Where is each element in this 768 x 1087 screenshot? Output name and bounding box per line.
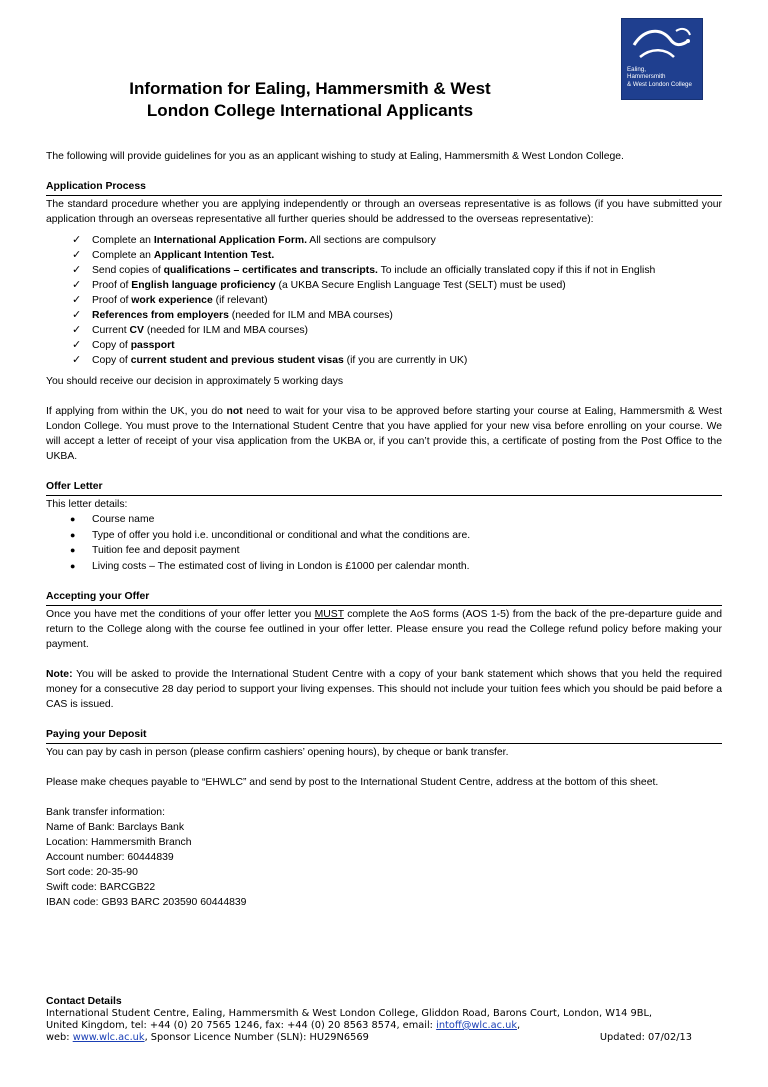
bullet-icon: ● — [70, 514, 76, 524]
accepting-paragraph: Once you have met the conditions of your offer letter you MUST complete the AoS forms (AOS 1-5) from the back of the pre-departure guide and return to the College along with the course fee outlined in your offer letter. Please ensure you read the College refund policy before making your payment. — [46, 609, 722, 650]
checklist-item: ✓ Complete an International Application Form. All sections are compulsory — [72, 234, 436, 246]
updated-date: Updated: 07/02/13 — [599, 1032, 692, 1043]
checkmark-icon: ✓ — [72, 249, 82, 261]
checklist-item: ✓ Copy of passport — [72, 339, 175, 351]
checklist-item: ✓ Proof of English language proficiency (a UKBA Secure English Language Test (SELT) must be used) — [72, 279, 566, 291]
uk-visa-paragraph: If applying from within the UK, you do not need to wait for your visa to be approved before starting your course at Ealing, Hammersmith & West London College. You must prove to the International Student Centre that you have applied for your new visa before enrolling on your course. We will accept a letter of receipt of your visa application from the UKBA or, if you can’t provide this, a certificate of posting from the Post Office to the UKBA. — [46, 406, 723, 462]
bank-line: Location: Hammersmith Branch — [46, 837, 192, 848]
bank-line: Bank transfer information: — [46, 807, 165, 818]
footer-line-2: United Kingdom, tel: +44 (0) 20 7565 1246, fax: +44 (0) 20 8563 8574, email: intoff@wlc.ac.uk, — [46, 1020, 521, 1031]
deposit-paragraph-1: You can pay by cash in person (please confirm cashiers’ opening hours), by cheque or bank transfer. — [46, 747, 509, 758]
note-paragraph: Note: You will be asked to provide the International Student Centre with a copy of your bank statement which shows that you held the required money for a consecutive 28 day period to support your living expenses. This should not include your tuition fees which you should be paid before a CAS is issued. — [46, 669, 722, 710]
list-item: ● Living costs – The estimated cost of living in London is £1000 per calendar month. — [70, 559, 722, 575]
checklist-item: ✓ Complete an Applicant Intention Test. — [72, 249, 275, 261]
checklist-item: ✓ Proof of work experience (if relevant) — [72, 294, 268, 306]
contact-footer — [46, 996, 722, 1044]
document-body — [46, 149, 722, 910]
checkmark-icon: ✓ — [72, 234, 82, 246]
list-item: ● Tuition fee and deposit payment — [70, 543, 722, 559]
title-line-2: London College International Applicants — [146, 101, 474, 120]
checkmark-icon: ✓ — [72, 294, 82, 306]
section-heading-accepting: Accepting your Offer — [46, 589, 722, 606]
bullet-icon: ● — [70, 560, 76, 571]
website-link[interactable]: www.wlc.ac.uk — [72, 1032, 145, 1043]
bank-line: Sort code: 20-35-90 — [46, 867, 138, 878]
logo-text — [627, 66, 703, 88]
checklist-item: ✓ Current CV (needed for ILM and MBA courses) — [72, 324, 309, 336]
footer-heading: Contact Details — [46, 996, 122, 1007]
footer-line-1: International Student Centre, Ealing, Hammersmith & West London College, Gliddon Road, Barons Court, London, W14 9BL, — [46, 1008, 653, 1019]
section-heading-offer: Offer Letter — [46, 479, 722, 496]
checkmark-icon: ✓ — [72, 354, 82, 366]
college-logo — [621, 18, 703, 100]
logo-line-1: Ealing, — [627, 66, 646, 73]
bank-line: IBAN code: GB93 BARC 203590 60444839 — [46, 897, 247, 908]
checklist-item: ✓ References from employers (needed for ILM and MBA courses) — [72, 309, 393, 321]
checklist-item: ✓ Copy of current student and previous student visas (if you are currently in UK) — [72, 354, 468, 366]
list-item: ● Course name — [70, 512, 722, 528]
checkmark-icon: ✓ — [72, 324, 82, 336]
decision-paragraph: You should receive our decision in approximately 5 working days — [46, 376, 344, 387]
application-paragraph: The standard procedure whether you are applying independently or through an overseas representative is as follows (if you have submitted your application through an overseas representative all further queries should be addressed to the overseas representative): — [46, 199, 722, 225]
intro-paragraph: The following will provide guidelines for you as an applicant wishing to study at Ealing, Hammersmith & West London College. — [46, 151, 624, 162]
bank-line: Name of Bank: Barclays Bank — [46, 822, 185, 833]
bank-details — [46, 805, 722, 910]
checkmark-icon: ✓ — [72, 279, 82, 291]
checkmark-icon: ✓ — [72, 309, 82, 321]
offer-details-list — [46, 512, 722, 574]
bullet-icon: ● — [70, 529, 76, 540]
list-item: ● Type of offer you hold i.e. unconditional or conditional and what the conditions are. — [70, 528, 722, 544]
title-line-1: Information for Ealing, Hammersmith & West — [129, 79, 491, 98]
bank-line: Account number: 60444839 — [46, 852, 174, 863]
section-heading-deposit: Paying your Deposit — [46, 727, 722, 744]
bullet-icon: ● — [70, 545, 76, 555]
deposit-paragraph-2: Please make cheques payable to “EHWLC” and send by post to the International Student Centre, address at the bottom of this sheet. — [46, 777, 659, 788]
bank-line: Swift code: BARCGB22 — [46, 882, 156, 893]
swan-logo-icon — [630, 23, 696, 65]
page-title — [60, 78, 560, 122]
offer-intro: This letter details: — [46, 499, 128, 510]
checklist-item: ✓ Send copies of qualifications – certificates and transcripts. To include an officially translated copy if this if not in English — [72, 264, 656, 276]
application-checklist — [46, 233, 722, 368]
logo-line-2: Hammersmith — [627, 73, 666, 81]
email-link[interactable]: intoff@wlc.ac.uk — [436, 1020, 518, 1031]
footer-line-3: web: www.wlc.ac.uk, Sponsor Licence Number (SLN): HU29N6569 Updated: 07/02/13 — [46, 1032, 722, 1044]
checkmark-icon: ✓ — [72, 339, 82, 351]
logo-line-3: & West London College — [627, 80, 692, 88]
section-heading-application: Application Process — [46, 179, 722, 196]
checkmark-icon: ✓ — [72, 264, 82, 276]
